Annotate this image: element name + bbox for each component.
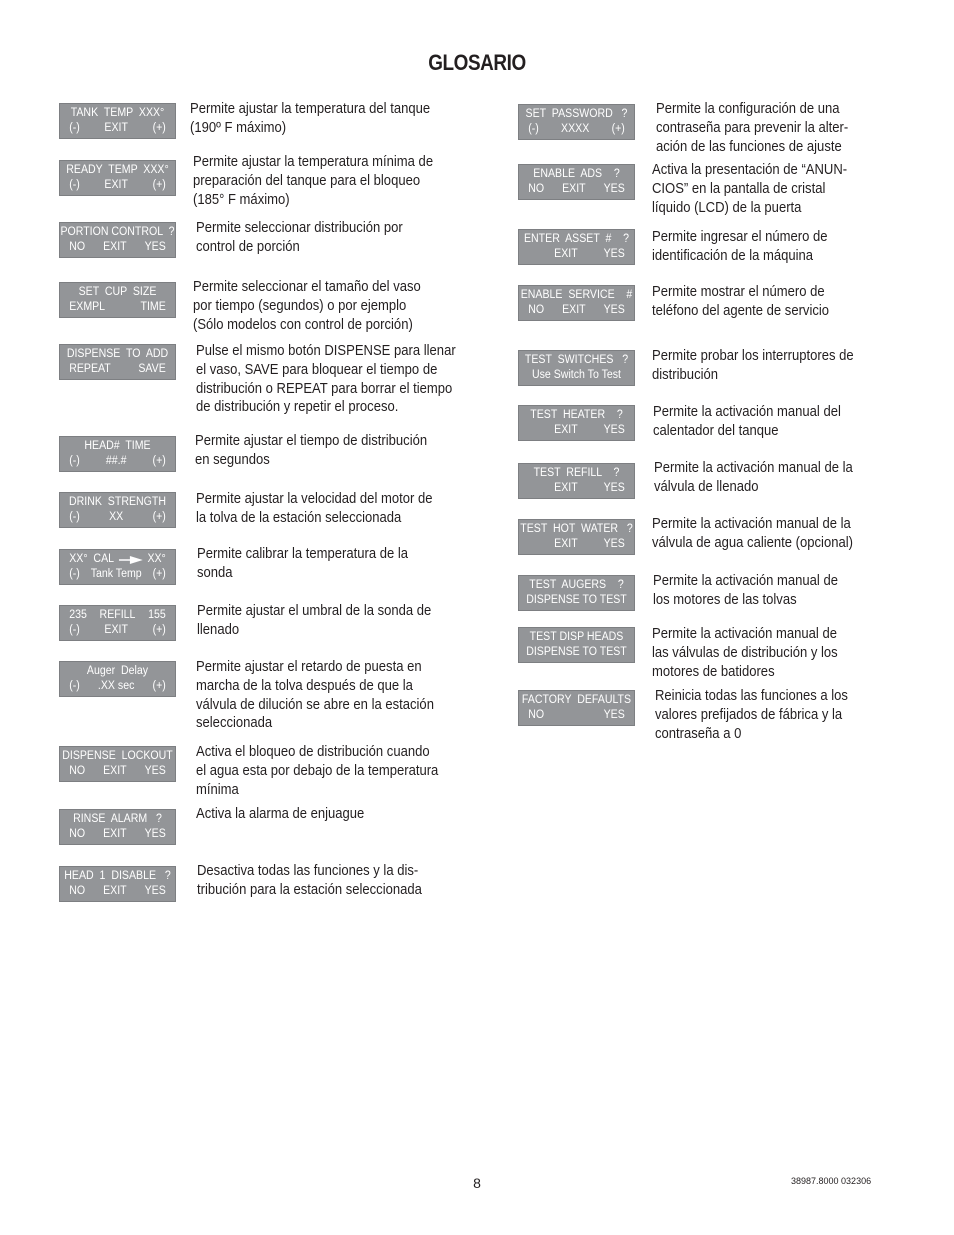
lcd-line-2	[524, 593, 630, 608]
lcd-text: TEST REFILL ?	[533, 467, 620, 479]
lcd-display	[518, 627, 635, 663]
lcd-line-1	[65, 812, 171, 827]
lcd-text: Use Switch To Test	[531, 369, 621, 381]
lcd-text: EXIT	[554, 538, 578, 550]
lcd-text: DRINK STRENGTH	[69, 496, 167, 508]
lcd-text: (+)	[152, 179, 166, 191]
lcd-text: (+)	[152, 624, 166, 636]
lcd-text: NO	[69, 828, 86, 840]
lcd-text: (-)	[69, 568, 80, 580]
lcd-text: DISPENSE LOCKOUT	[62, 750, 173, 762]
lcd-line-1	[524, 630, 630, 645]
lcd-display	[518, 405, 635, 441]
lcd-line-2	[524, 423, 630, 438]
lcd-line-1	[65, 439, 171, 454]
lcd-text: HEAD 1 DISABLE ?	[64, 870, 171, 882]
lcd-text: TEST HOT WATER ?	[520, 523, 633, 535]
lcd-display	[518, 229, 635, 265]
lcd-line-2	[524, 303, 630, 318]
lcd-line-1	[65, 163, 171, 178]
lcd-text: EXIT	[103, 765, 127, 777]
glossary-description: Permite la activación manual de los motores de las tolvas	[653, 573, 838, 608]
glossary-description: Activa el bloqueo de distribución cuando el agua esta por debajo de la temperatura mínima	[196, 744, 439, 798]
lcd-text: ##.#	[105, 455, 127, 467]
lcd-text: (+)	[152, 568, 166, 580]
lcd-text: Auger Delay	[86, 665, 149, 677]
glossary-description: Pulse el mismo botón DISPENSE para llenar el vaso, SAVE para bloquear el tiempo de distribución o REPEAT para borrar el tiempo de distribución y repetir el proceso.	[196, 343, 456, 416]
lcd-line-2	[65, 679, 171, 694]
lcd-display	[518, 690, 635, 726]
glossary-description: Permite ajustar la velocidad del motor de la tolva de la estación seleccionada	[196, 491, 433, 526]
lcd-text: EXIT	[104, 179, 128, 191]
lcd-text: NO	[69, 765, 86, 777]
glossary-description: Permite ajustar el retardo de puesta en marcha de la tolva después de que la válvula de dilución se abre en la estación seleccionada	[196, 659, 434, 732]
lcd-line-2	[65, 178, 171, 193]
lcd-text: DISPENSE TO TEST	[526, 594, 627, 606]
lcd-text: EXMPL	[69, 301, 106, 313]
lcd-display	[518, 285, 635, 321]
lcd-line-1	[524, 232, 630, 247]
lcd-text: (-)	[69, 455, 80, 467]
lcd-text: TANK TEMP XXX°	[70, 107, 165, 119]
lcd-text: (+)	[152, 455, 166, 467]
lcd-text: DISPENSE TO ADD	[66, 348, 169, 360]
page-number: 8	[473, 1175, 481, 1191]
lcd-text: YES	[603, 482, 625, 494]
lcd-text: YES	[603, 183, 625, 195]
glossary-description: Permite probar los interruptores de distribución	[652, 348, 854, 383]
lcd-line-2	[524, 645, 630, 660]
document-number: 38987.8000 032306	[791, 1176, 872, 1186]
lcd-line-1	[65, 495, 171, 510]
lcd-text: NO	[69, 241, 86, 253]
lcd-display	[518, 104, 635, 140]
lcd-display	[59, 282, 176, 318]
lcd-line-1	[520, 522, 633, 537]
lcd-text: YES	[603, 424, 625, 436]
lcd-text: EXIT	[562, 183, 586, 195]
lcd-text: DISPENSE TO TEST	[526, 646, 627, 658]
lcd-display	[59, 492, 176, 528]
lcd-display	[518, 575, 635, 611]
page-title: GLOSARIO	[428, 50, 526, 75]
lcd-display	[59, 809, 176, 845]
lcd-text: TEST DISP HEADS	[529, 631, 624, 643]
lcd-line-1	[62, 749, 173, 764]
glossary-description: Permite ingresar el número de identificación de la máquina	[652, 229, 828, 264]
glossary-description: Permite seleccionar el tamaño del vaso por tiempo (segundos) o por ejemplo (Sólo modelos con control de porción)	[193, 279, 421, 333]
glossary-description: Permite la activación manual de las válvulas de distribución y los motores de batidores	[652, 626, 838, 680]
lcd-display	[59, 344, 176, 380]
lcd-text: EXIT	[562, 304, 586, 316]
lcd-text: REFILL	[99, 609, 136, 621]
lcd-line-1	[521, 693, 632, 708]
lcd-text: YES	[603, 304, 625, 316]
lcd-display	[59, 605, 176, 641]
glossary-description: Permite ajustar el umbral de la sonda de llenado	[197, 603, 432, 638]
glossary-description: Permite la configuración de una contraseña para prevenir la alter- ación de las funciones de ajuste	[656, 101, 849, 155]
lcd-line-1	[524, 408, 630, 423]
lcd-display	[59, 103, 176, 139]
lcd-line-2	[65, 623, 171, 638]
lcd-text: EXIT	[103, 828, 127, 840]
lcd-line-2	[65, 510, 171, 525]
lcd-text: XX° CAL	[69, 553, 115, 565]
lcd-text: (-)	[69, 624, 80, 636]
lcd-text: NO	[528, 304, 545, 316]
lcd-line-1	[524, 578, 630, 593]
lcd-display	[59, 661, 176, 697]
lcd-text: 235	[69, 609, 87, 621]
lcd-text: SET CUP SIZE	[78, 286, 157, 298]
lcd-text: XXXX	[561, 123, 590, 135]
lcd-text: (+)	[611, 123, 625, 135]
lcd-text: (+)	[152, 511, 166, 523]
lcd-text: YES	[144, 828, 166, 840]
lcd-text: READY TEMP XXX°	[66, 164, 169, 176]
lcd-line-2	[65, 362, 171, 377]
lcd-text: YES	[603, 538, 625, 550]
lcd-text: PORTION CONTROL ?	[60, 226, 175, 238]
lcd-line-2	[65, 884, 171, 899]
lcd-text: SET PASSWORD ?	[525, 108, 628, 120]
lcd-line-2	[65, 454, 171, 469]
lcd-text: (+)	[152, 122, 166, 134]
lcd-text: (-)	[528, 123, 539, 135]
lcd-line-2	[65, 121, 171, 136]
lcd-text: XX°	[147, 553, 166, 565]
lcd-display	[59, 866, 176, 902]
lcd-line-2	[524, 247, 630, 262]
lcd-text: EXIT	[554, 482, 578, 494]
lcd-text: YES	[144, 765, 166, 777]
lcd-line-2	[65, 240, 171, 255]
lcd-text: NO	[528, 709, 545, 721]
lcd-display	[59, 549, 176, 585]
lcd-display	[518, 519, 635, 555]
lcd-text: SAVE	[138, 363, 166, 375]
lcd-line-2	[524, 537, 630, 552]
lcd-text: FACTORY DEFAULTS	[521, 694, 632, 706]
lcd-line-1	[524, 167, 630, 182]
lcd-text: EXIT	[104, 122, 128, 134]
lcd-line-1	[65, 608, 171, 623]
lcd-text: YES	[144, 241, 166, 253]
lcd-text: EXIT	[554, 424, 578, 436]
lcd-line-2	[65, 567, 171, 582]
lcd-text: ENTER ASSET # ?	[523, 233, 630, 245]
lcd-text: TIME	[140, 301, 166, 313]
glossary-description: Activa la presentación de “ANUN- CIOS” en la pantalla de cristal líquido (LCD) de la puerta	[652, 162, 848, 216]
lcd-text: (+)	[152, 680, 166, 692]
lcd-text: (-)	[69, 511, 80, 523]
glossary-description: Permite la activación manual del calentador del tanque	[653, 404, 841, 439]
lcd-text: .XX sec	[97, 680, 135, 692]
lcd-text: EXIT	[554, 248, 578, 260]
lcd-line-1	[65, 285, 171, 300]
glossary-description: Permite seleccionar distribución por control de porción	[196, 220, 403, 255]
lcd-text: YES	[603, 709, 625, 721]
lcd-text: NO	[69, 885, 86, 897]
lcd-display	[59, 222, 176, 258]
glossary-description: Permite ajustar el tiempo de distribución en segundos	[195, 433, 428, 468]
lcd-text: REPEAT	[69, 363, 111, 375]
lcd-text: (-)	[69, 179, 80, 191]
lcd-text: TEST HEATER ?	[530, 409, 623, 421]
glossary-description: Permite mostrar el número de teléfono del agente de servicio	[652, 284, 830, 319]
lcd-line-1	[65, 869, 171, 884]
glossary-description: Activa la alarma de enjuague	[196, 806, 365, 822]
lcd-line-1	[60, 225, 175, 240]
lcd-text: HEAD# TIME	[84, 440, 151, 452]
glossary-description: Permite ajustar la temperatura del tanque (190º F máximo)	[190, 101, 431, 136]
lcd-text: ENABLE ADS ?	[533, 168, 620, 180]
lcd-text: NO	[528, 183, 545, 195]
arrow-right-icon	[119, 556, 143, 564]
lcd-line-1	[65, 664, 171, 679]
lcd-line-1	[65, 347, 171, 362]
lcd-line-2	[524, 481, 630, 496]
lcd-line-1	[520, 288, 633, 303]
lcd-text: 155	[148, 609, 166, 621]
lcd-text: YES	[603, 248, 625, 260]
lcd-display	[518, 164, 635, 200]
lcd-text: YES	[144, 885, 166, 897]
glossary-description: Permite ajustar la temperatura mínima de preparación del tanque para el bloqueo (185° F máximo)	[193, 154, 434, 208]
lcd-text: (-)	[69, 680, 80, 692]
lcd-text: (-)	[69, 122, 80, 134]
glossary-description: Permite la activación manual de la válvula de agua caliente (opcional)	[652, 516, 853, 551]
lcd-line-1	[524, 466, 630, 481]
lcd-line-2	[524, 368, 630, 383]
lcd-text: EXIT	[103, 885, 127, 897]
lcd-line-2	[524, 182, 630, 197]
glossary-description: Permite la activación manual de la válvula de llenado	[654, 460, 853, 495]
lcd-line-2	[524, 708, 630, 723]
lcd-text: ENABLE SERVICE #	[520, 289, 633, 301]
lcd-line-1	[524, 107, 630, 122]
lcd-text: EXIT	[103, 241, 127, 253]
lcd-line-2	[65, 300, 171, 315]
lcd-text: Tank Temp	[90, 568, 142, 580]
lcd-line-2	[65, 764, 171, 779]
lcd-line-1	[524, 353, 630, 368]
lcd-text: EXIT	[104, 624, 128, 636]
glossary-description: Desactiva todas las funciones y la dis- tribución para la estación seleccionada	[197, 863, 422, 898]
lcd-line-1	[65, 552, 171, 567]
lcd-text: RINSE ALARM ?	[73, 813, 162, 825]
lcd-display	[59, 436, 176, 472]
lcd-line-2	[524, 122, 630, 137]
glossary-description: Reinicia todas las funciones a los valores prefijados de fábrica y la contraseña a 0	[655, 688, 848, 742]
lcd-text: XX	[109, 511, 124, 523]
lcd-display	[518, 350, 635, 386]
lcd-display	[59, 746, 176, 782]
lcd-text: TEST SWITCHES ?	[524, 354, 629, 366]
glossary-description: Permite calibrar la temperatura de la sonda	[197, 546, 409, 581]
lcd-text: TEST AUGERS ?	[529, 579, 624, 591]
lcd-line-2	[65, 827, 171, 842]
lcd-line-1	[65, 106, 171, 121]
lcd-display	[518, 463, 635, 499]
lcd-display	[59, 160, 176, 196]
